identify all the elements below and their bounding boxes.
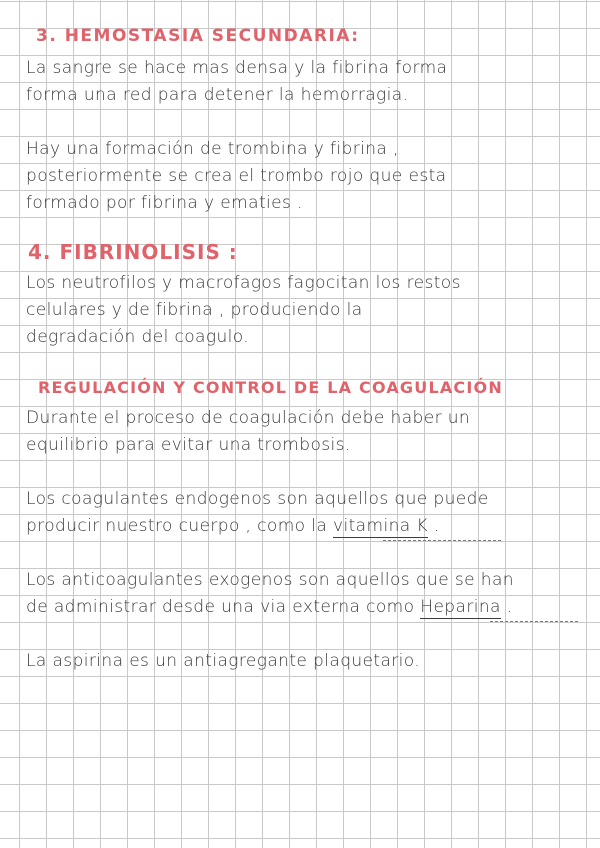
underlined-term-vitamina-k: vitamina K xyxy=(333,516,428,536)
text-line: La sangre se hace mas densa y la fibrina forma xyxy=(26,58,448,78)
heading-hemostasia-secundaria: 3. HEMOSTASIA SECUNDARIA: xyxy=(36,26,360,46)
paragraph-neutrofilos xyxy=(26,270,461,351)
text-segment: de administrar desde una via externa como xyxy=(26,597,415,617)
text-segment: . xyxy=(506,597,513,617)
paragraph-equilibrio xyxy=(26,405,470,459)
text-line: Durante el proceso de coagulación debe haber un xyxy=(26,408,471,428)
text-line: formado por fibrina y ematies . xyxy=(26,193,303,213)
text-line: Los neutrofilos y macrofagos fagocitan los restos xyxy=(26,273,461,293)
text-line: celulares y de fibrina , produciendo la xyxy=(26,300,363,320)
text-segment: . xyxy=(433,516,440,536)
paragraph-anticoagulantes-exogenos xyxy=(26,567,514,621)
paragraph-sangre-densa xyxy=(26,55,447,109)
dotted-underline-mark xyxy=(383,540,501,541)
heading-fibrinolisis: 4. FIBRINOLISIS : xyxy=(28,240,238,264)
dotted-underline-mark xyxy=(490,621,578,622)
paragraph-aspirina xyxy=(26,648,420,675)
text-segment: producir nuestro cuerpo , como la xyxy=(26,516,328,536)
text-line xyxy=(26,513,489,540)
paragraph-coagulantes-endogenos xyxy=(26,486,489,540)
heading-regulacion-coagulacion: REGULACIÓN Y CONTROL DE LA COAGULACIÓN xyxy=(38,378,503,397)
text-line: degradación del coagulo. xyxy=(26,327,250,347)
text-line: forma una red para detener la hemorragia. xyxy=(26,85,409,105)
text-line xyxy=(26,594,514,621)
underlined-term-heparina: Heparina xyxy=(420,597,501,617)
text-line: Los coagulantes endogenos son aquellos que puede xyxy=(26,489,489,509)
paragraph-trombina-fibrina xyxy=(26,136,446,217)
text-line: Hay una formación de trombina y fibrina , xyxy=(26,139,399,159)
text-line: Los anticoagulantes exogenos son aquellos que se han xyxy=(26,570,514,590)
text-line: posteriormente se crea el trombo rojo que esta xyxy=(26,166,447,186)
text-line: La aspirina es un antiagregante plaquetario. xyxy=(26,651,421,671)
text-line: equilibrio para evitar una trombosis. xyxy=(26,435,351,455)
